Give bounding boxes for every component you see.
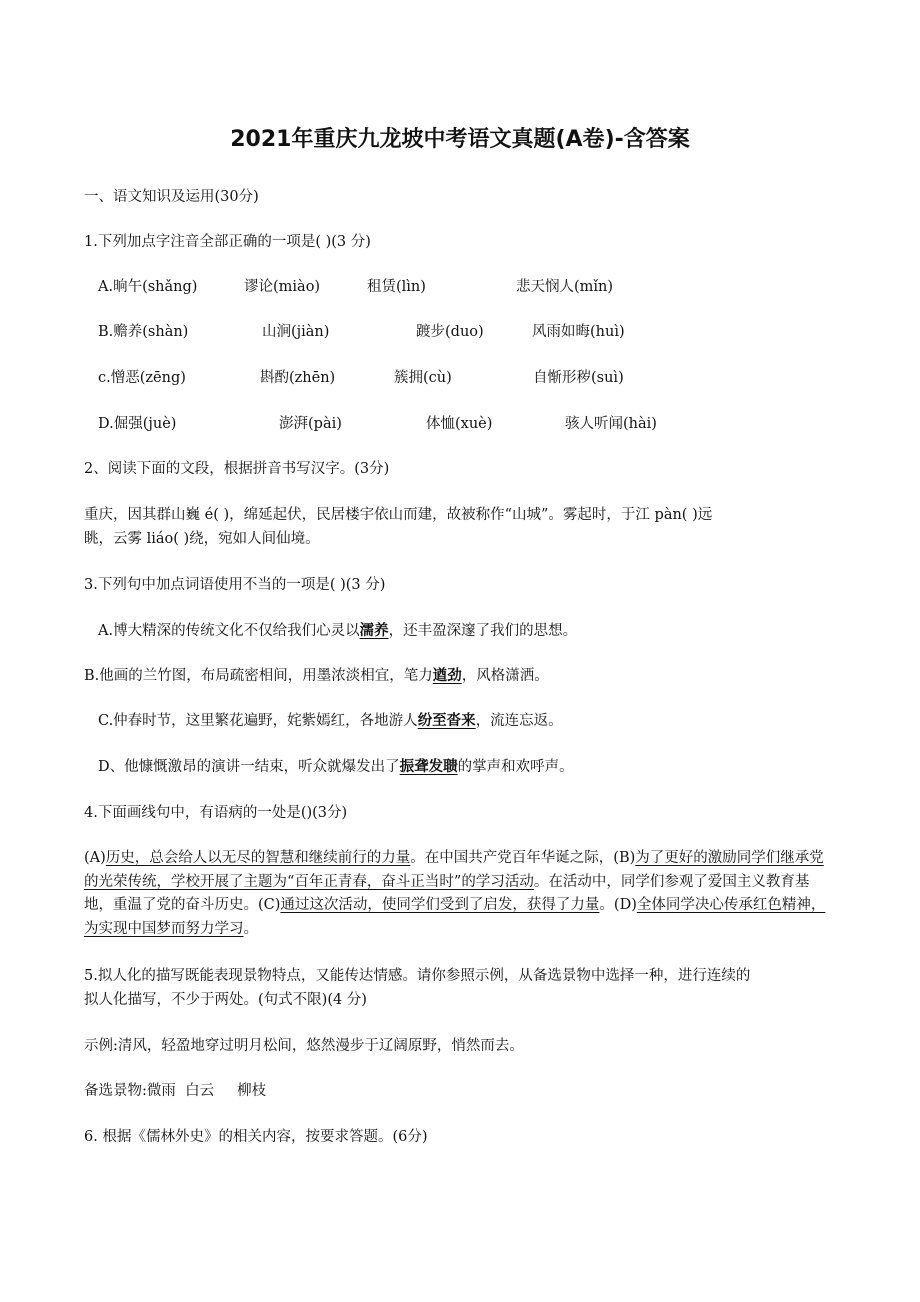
label-c: (C): [258, 897, 281, 913]
q3-option-b: [84, 666, 549, 686]
option-text: C.仲春时节，这里繁花遍野，姹紫嫣红，各地游人: [98, 713, 418, 729]
marked-word: 振聋发聩: [399, 758, 458, 775]
q5-options: 备选景物:微雨 白云 柳枝: [84, 1083, 267, 1099]
q4-stem: 4.下面画线句中，有语病的一处是()(3分): [84, 805, 348, 821]
q2-passage-line1: 重庆，因其群山巍 é( )，绵延起伏，民居楼宇依山而建，故被称作“山城”。雾起时，于江 pàn( )远: [84, 507, 713, 523]
passage-text: 。: [599, 897, 614, 913]
underlined-sentence-b: 为了更好的激励同学们继承党的光荣传统，学校开展了主题为“百年正青春，奋斗正当时”的学习活动: [84, 850, 824, 890]
passage-text: 。在活动中，同学们参观了爱国主义教育基地，重温了党的奋斗历史。: [84, 873, 810, 913]
option-item: c.憎恶(zēng): [98, 370, 186, 386]
marked-word: 濡养: [359, 622, 389, 639]
label-b: (B): [613, 850, 636, 866]
q1-option-a: [98, 277, 613, 297]
option-item: 澎湃(pài): [279, 416, 342, 432]
option-text: ，还丰盈深邃了我们的思想。: [388, 623, 578, 639]
q3-option-c: [98, 711, 563, 731]
option-item: 体恤(xuè): [426, 416, 493, 432]
marked-word: 纷至沓来: [417, 712, 476, 729]
underlined-sentence-d: 全体同学决心传承红色精神，为实现中国梦而努力学习: [84, 897, 826, 937]
option-item: D.倔强(juè): [98, 416, 177, 432]
option-item: A.晌午(shǎng): [98, 279, 198, 295]
underlined-sentence-a: 历史，总会给人以无尽的智慧和继续前行的力量: [105, 850, 411, 866]
option-item: 租赁(lìn): [367, 279, 426, 295]
q1-option-d: [98, 414, 657, 434]
option-item: B.赡养(shàn): [98, 324, 189, 340]
option-text: B.他画的兰竹图，布局疏密相间，用墨浓淡相宜，笔力: [84, 668, 433, 684]
option-item: 悲天悯人(mǐn): [516, 279, 614, 295]
q2-passage-line2: 眺，云雾 liáo( )绕，宛如人间仙境。: [84, 531, 320, 547]
page-title: 2021年重庆九龙坡中考语文真题(A卷)-含答案: [230, 127, 690, 152]
q1-option-c: [98, 368, 624, 388]
q3-stem: 3.下列句中加点词语使用不当的一项是( )(3 分): [84, 577, 386, 593]
label-a: (A): [84, 850, 106, 866]
q3-option-d: [98, 757, 574, 777]
option-text: ，风格潇洒。: [461, 668, 549, 684]
option-text: A.博大精深的传统文化不仅给我们心灵以: [98, 623, 360, 639]
option-item: 斟酌(zhēn): [260, 370, 336, 386]
option-item: 簇拥(cù): [394, 370, 452, 386]
option-item: 自惭形秽(suì): [533, 370, 624, 386]
marked-word: 遒劲: [432, 667, 462, 684]
q4-passage: [84, 847, 836, 941]
passage-text: 。在中国共产党百年华诞之际，: [410, 850, 614, 866]
q1-stem: 1.下列加点字注音全部正确的一项是( )(3 分): [84, 234, 371, 250]
q5-example: 示例:清风，轻盈地穿过明月松间，悠然漫步于辽阔原野，悄然而去。: [84, 1038, 524, 1054]
q5-stem-line2: 拟人化描写，不少于两处。(句式不限)(4 分): [84, 992, 367, 1008]
option-text: D、他慷慨激昂的演讲一结束，听众就爆发出了: [98, 759, 400, 775]
option-item: 骇人听闻(hài): [565, 416, 657, 432]
passage-text: 。: [243, 920, 258, 937]
option-item: 踱步(duo): [416, 324, 484, 340]
option-item: 风雨如晦(huì): [532, 324, 625, 340]
q3-option-a: [98, 621, 577, 641]
option-item: 山涧(jiàn): [262, 324, 330, 340]
label-d: (D): [613, 897, 637, 913]
q6-stem: 6. 根据《儒林外史》的相关内容，按要求答题。(6分): [84, 1129, 428, 1145]
section-heading: 一、语文知识及运用(30分): [84, 189, 259, 205]
q1-option-b: [98, 322, 625, 342]
q2-stem: 2、阅读下面的文段，根据拼音书写汉字。(3分): [84, 461, 390, 477]
q5-stem-line1: 5.拟人化的描写既能表现景物特点，又能传达情感。请你参照示例，从备选景物中选择一种，进行连续的: [84, 968, 751, 984]
underlined-sentence-c: 通过这次活动，使同学们受到了启发，获得了力量: [280, 897, 600, 913]
option-text: 的掌声和欢呼声。: [457, 759, 574, 775]
option-item: 谬论(miào): [244, 279, 321, 295]
option-text: ，流连忘返。: [475, 713, 563, 729]
